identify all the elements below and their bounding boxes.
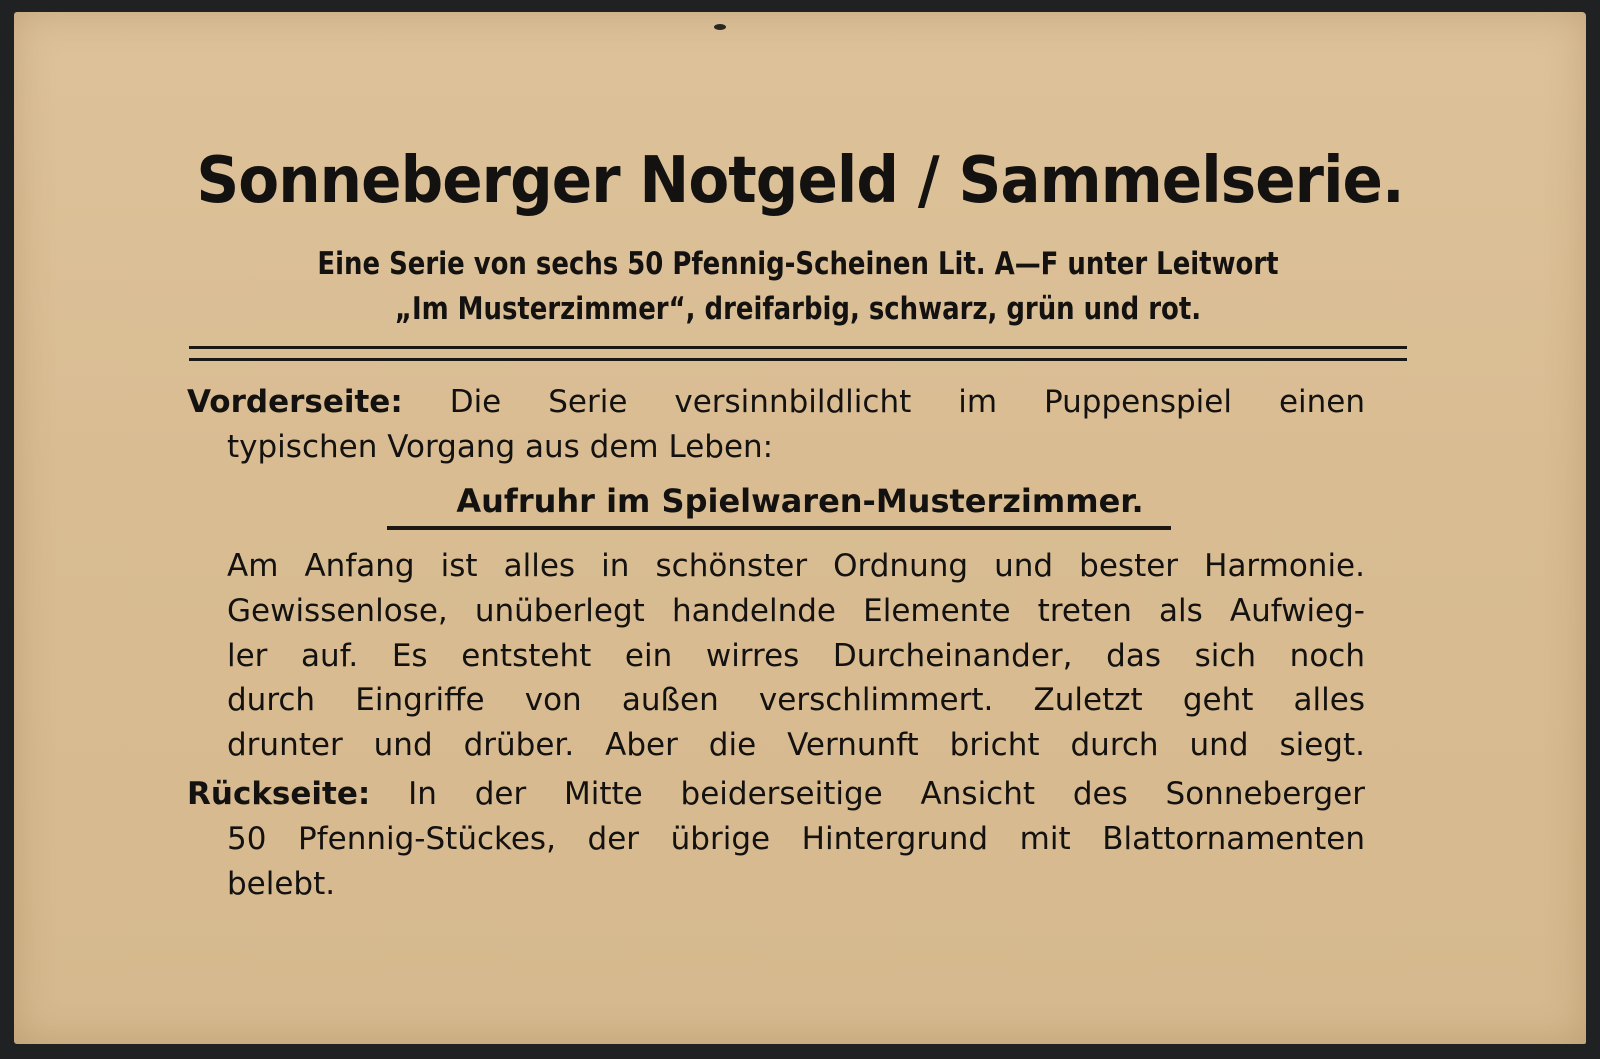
front-text-1: Die Serie versinnbildlicht im Puppenspiel einen — [449, 384, 1365, 420]
back-line-3: belebt. — [227, 866, 336, 902]
story-line-3: ler auf. Es entsteht ein wirres Durcheinander, das sich noch — [227, 638, 1365, 674]
story-line-1: Am Anfang ist alles in schönster Ordnung und bester Harmonie. — [227, 548, 1365, 584]
envelope — [14, 12, 1586, 1044]
section-heading: Aufruhr im Spielwaren-Musterzimmer. — [456, 482, 1144, 520]
back-label: Rückseite: — [187, 776, 371, 812]
back-text-1: In der Mitte beiderseitige Ansicht des Sonneberger — [408, 776, 1365, 812]
punch-mark — [714, 24, 726, 30]
story-line-4: durch Eingriffe von außen verschlimmert. Zuletzt geht alles — [227, 682, 1365, 718]
story-line-2: Gewissenlose, unüberlegt handelnde Elemente treten als Aufwieg- — [227, 593, 1365, 629]
document-title: Sonneberger Notgeld / Sammelserie. — [196, 144, 1404, 218]
double-rule-top — [189, 346, 1407, 349]
front-line-1 — [187, 380, 1365, 424]
heading-underline — [387, 526, 1171, 530]
subtitle-line-2: „Im Musterzimmer“, dreifarbig, schwarz, grün und rot. — [394, 291, 1202, 327]
story-line-5: drunter und drüber. Aber die Vernunft bricht durch und siegt. — [227, 727, 1365, 763]
front-line-2: typischen Vorgang aus dem Leben: — [227, 429, 774, 465]
front-label: Vorderseite: — [187, 384, 403, 420]
back-line-1 — [187, 772, 1365, 816]
back-line-2: 50 Pfennig-Stückes, der übrige Hintergrund mit Blattornamenten — [227, 821, 1365, 857]
double-rule-bottom — [189, 358, 1407, 361]
subtitle-line-1: Eine Serie von sechs 50 Pfennig-Scheinen Lit. A—F unter Leitwort — [317, 246, 1279, 282]
